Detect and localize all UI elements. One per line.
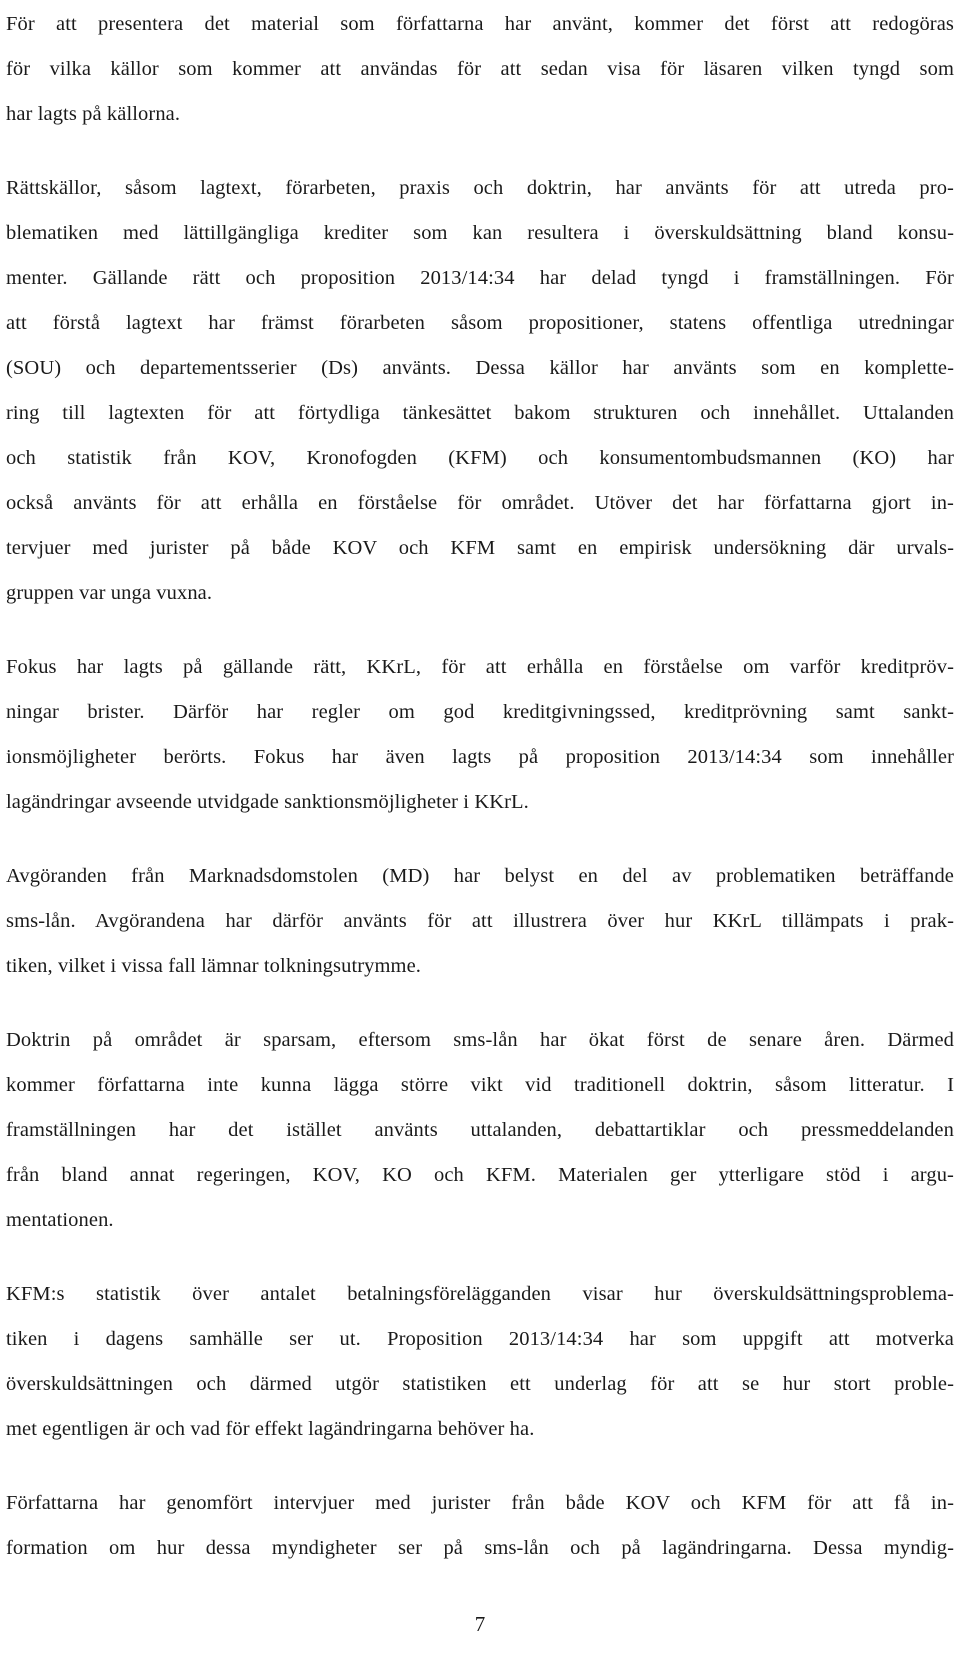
text-line: också använts för att erhålla en förståelse för området. Utöver det har författarna gjort in- [6, 492, 954, 514]
text-line: tiken, vilket i vissa fall lämnar tolkningsutrymme. [6, 955, 422, 977]
text-line: ningar brister. Därför har regler om god kreditgivningssed, kreditprövning samt sankt- [6, 701, 954, 723]
text-line: Doktrin på området är sparsam, eftersom sms-lån har ökat först de senare åren. Därmed [6, 1029, 954, 1051]
page-number: 7 [474, 1612, 486, 1636]
text-line: att förstå lagtext har främst förarbeten såsom propositioner, statens offentliga utredningar [6, 312, 954, 334]
text-line: KFM:s statistik över antalet betalningsförelägganden visar hur överskuldsättningsproblema- [6, 1283, 954, 1305]
text-line: framställningen har det istället använts uttalanden, debattartiklar och pressmeddelanden [6, 1119, 954, 1141]
text-line: menter. Gällande rätt och proposition 2013/14:34 har delad tyngd i framställningen. För [6, 267, 954, 289]
paragraph [6, 166, 954, 616]
text-line: gruppen var unga vuxna. [6, 582, 213, 604]
text-line: har lagts på källorna. [6, 103, 181, 125]
text-line: och statistik från KOV, Kronofogden (KFM) och konsumentombudsmannen (KO) har [6, 447, 954, 469]
text-line: sms-lån. Avgörandena har därför använts för att illustrera över hur KKrL tillämpats i prak- [6, 910, 954, 932]
paragraph [6, 1018, 954, 1243]
text-line: met egentligen är och vad för effekt lagändringarna behöver ha. [6, 1418, 535, 1440]
text-line: För att presentera det material som författarna har använt, kommer det först att redogöras [6, 13, 954, 35]
text-line: mentationen. [6, 1209, 114, 1231]
text-line: ring till lagtexten för att förtydliga tänkesättet bakom strukturen och innehållet. Uttalanden [6, 402, 954, 424]
text-line: Rättskällor, såsom lagtext, förarbeten, praxis och doktrin, har använts för att utreda pro- [6, 177, 954, 199]
text-line: tervjuer med jurister på både KOV och KFM samt en empirisk undersökning där urvals- [6, 537, 954, 559]
paragraph [6, 2, 954, 137]
text-line: Författarna har genomfört intervjuer med jurister från både KOV och KFM för att få in- [6, 1492, 954, 1514]
text-line: lagändringar avseende utvidgade sanktionsmöjligheter i KKrL. [6, 791, 529, 813]
text-line: blematiken med lättillgängliga krediter som kan resultera i överskuldsättning bland konsu- [6, 222, 954, 244]
text-line: för vilka källor som kommer att användas för att sedan visa för läsaren vilken tyngd som [6, 58, 954, 80]
text-line: (SOU) och departementsserier (Ds) använts. Dessa källor har använts som en komplette- [6, 357, 954, 379]
body-text [6, 2, 954, 1600]
paragraph [6, 645, 954, 825]
text-line: tiken i dagens samhälle ser ut. Proposition 2013/14:34 har som uppgift att motverka [6, 1328, 954, 1350]
text-line: Fokus har lagts på gällande rätt, KKrL, för att erhålla en förståelse om varför kreditpröv- [6, 656, 954, 678]
text-line: överskuldsättningen och därmed utgör statistiken ett underlag för att se hur stort proble- [6, 1373, 954, 1395]
text-line: ionsmöjligheter berörts. Fokus har även lagts på proposition 2013/14:34 som innehåller [6, 746, 954, 768]
paragraph [6, 1272, 954, 1452]
text-line: kommer författarna inte kunna lägga större vikt vid traditionell doktrin, såsom litteratur. I [6, 1074, 954, 1096]
text-line: från bland annat regeringen, KOV, KO och KFM. Materialen ger ytterligare stöd i argu- [6, 1164, 954, 1186]
text-line: Avgöranden från Marknadsdomstolen (MD) har belyst en del av problematiken beträffande [6, 865, 954, 887]
paragraph [6, 1481, 954, 1571]
paragraph [6, 854, 954, 989]
text-line: formation om hur dessa myndigheter ser på sms-lån och på lagändringarna. Dessa myndig- [6, 1537, 954, 1559]
document-page [6, 0, 954, 1657]
